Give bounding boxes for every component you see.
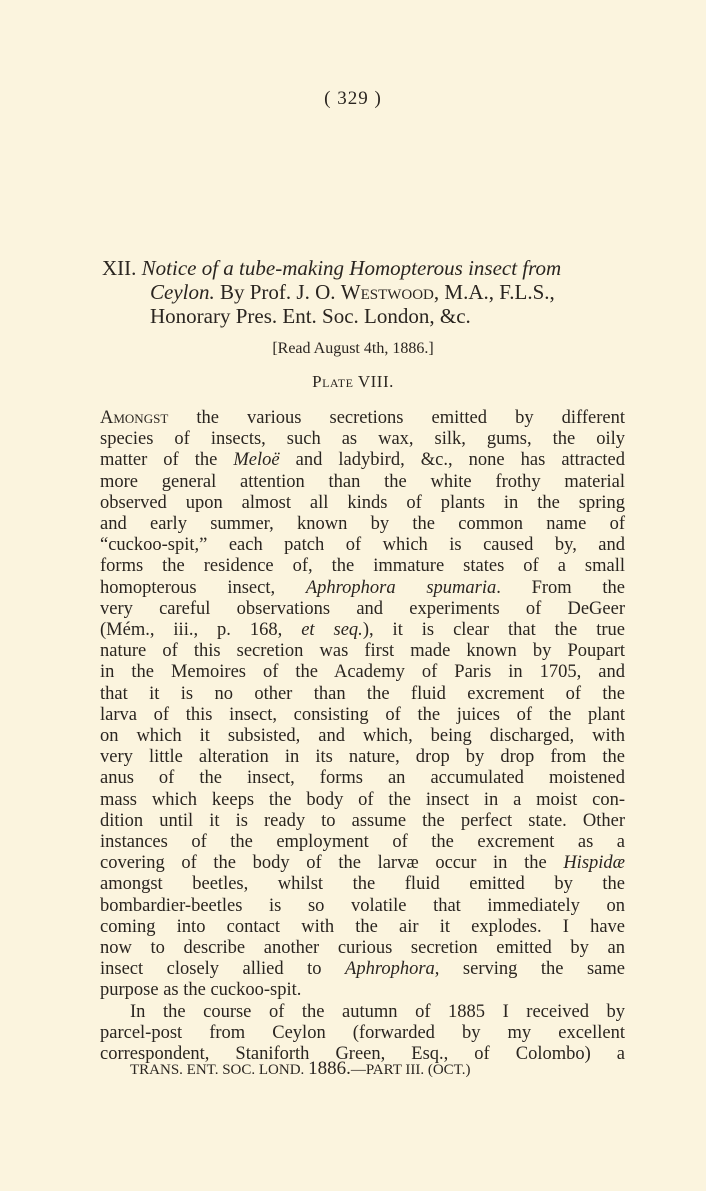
text-segment: and ladybird, &c., none has attracted xyxy=(279,450,626,471)
italic-term: Aphrophora spumaria xyxy=(305,577,497,598)
footer-part: PART III. xyxy=(365,1062,425,1078)
text-segment: and early summer, known by the common name of xyxy=(100,514,625,535)
italic-term: Meloë xyxy=(233,450,280,471)
paragraph-1 xyxy=(100,408,625,1002)
text-line xyxy=(100,408,625,429)
title-italic-1: Notice of a tube-making Homopterous insect from xyxy=(141,256,562,280)
text-segment: more general attention than the white frothy material xyxy=(100,471,625,492)
text-line xyxy=(100,641,625,662)
text-line xyxy=(100,472,625,493)
text-segment: coming into contact with the air it explodes. I have xyxy=(100,916,625,937)
text-segment: forms the residence of, the immature states of a small xyxy=(100,556,625,577)
text-segment: nature of this secretion was first made known by Poupart xyxy=(100,641,625,662)
text-line xyxy=(100,535,625,556)
footer-year: 1886. xyxy=(308,1058,351,1079)
text-line xyxy=(100,896,625,917)
text-segment: instances of the employment of the excrement as a xyxy=(100,832,625,853)
text-line xyxy=(100,1023,625,1044)
text-line xyxy=(100,493,625,514)
text-line xyxy=(100,790,625,811)
text-segment: . From the xyxy=(496,577,625,598)
text-line xyxy=(100,578,625,599)
opening-word: Amongst xyxy=(100,408,169,428)
text-line xyxy=(100,726,625,747)
italic-term: Aphrophora xyxy=(345,959,435,980)
title-line-2 xyxy=(102,280,622,304)
text-line xyxy=(100,853,625,874)
page-number: ( 329 ) xyxy=(324,88,382,109)
text-line xyxy=(100,684,625,705)
text-line xyxy=(100,450,625,471)
text-segment: mass which keeps the body of the insect in a moist con- xyxy=(100,789,625,810)
text-segment: correspondent, Staniforth Green, Esq., of Colombo) a xyxy=(100,1044,625,1065)
text-segment: (Mém., iii., p. 168, xyxy=(100,620,302,641)
text-segment: the various secretions emitted by different xyxy=(168,408,625,428)
text-segment: observed upon almost all kinds of plants in the spring xyxy=(100,492,625,513)
author-name: Westwood xyxy=(340,280,434,304)
text-segment: In the course of the autumn of 1885 I received by xyxy=(130,1001,625,1022)
text-line xyxy=(100,556,625,577)
text-line xyxy=(100,747,625,768)
text-segment: very careful observations and experiments of DeGeer xyxy=(100,598,625,619)
text-segment: “cuckoo-spit,” each patch of which is caused by, and xyxy=(100,535,625,556)
text-segment: homopterous insect, xyxy=(100,577,306,598)
text-line xyxy=(100,429,625,450)
text-segment: anus of the insect, forms an accumulated moistened xyxy=(100,768,625,789)
text-line xyxy=(100,832,625,853)
text-line xyxy=(100,938,625,959)
author-suffix: , M.A., F.L.S., xyxy=(433,280,555,304)
text-line xyxy=(100,514,625,535)
text-line xyxy=(100,959,625,980)
text-segment: on which it subsisted, and which, being discharged, with xyxy=(100,726,625,747)
title-line-1 xyxy=(102,256,622,280)
body-text xyxy=(100,408,625,1065)
footer-dash: — xyxy=(350,1062,366,1078)
plate-heading: Plate VIII. xyxy=(312,372,394,391)
article-title xyxy=(102,256,622,328)
text-line xyxy=(100,811,625,832)
text-segment: parcel-post from Ceylon (forwarded by my excellent xyxy=(100,1022,625,1043)
text-segment: insect closely allied to xyxy=(100,959,346,980)
italic-term: et seq. xyxy=(301,620,363,641)
text-segment: that it is no other than the fluid excrement of the xyxy=(100,683,625,704)
text-line xyxy=(100,662,625,683)
text-segment: species of insects, such as wax, silk, gums, the oily xyxy=(100,429,625,450)
text-line xyxy=(100,917,625,938)
footer-month: (OCT.) xyxy=(427,1062,471,1078)
footer-journal: TRANS. ENT. SOC. LOND. xyxy=(130,1062,305,1078)
section-numeral: XII. xyxy=(102,256,137,280)
text-segment: very little alteration in its nature, drop by drop from the xyxy=(100,747,625,768)
text-line xyxy=(100,705,625,726)
running-footer xyxy=(130,1058,630,1080)
text-line xyxy=(100,620,625,641)
text-line xyxy=(100,1002,625,1023)
text-segment: larva of this insect, consisting of the juices of the plant xyxy=(100,704,625,725)
text-line xyxy=(100,980,625,1001)
text-segment: , serving the same xyxy=(434,959,625,980)
text-segment: now to describe another curious secretion emitted by an xyxy=(100,938,625,959)
text-line xyxy=(100,768,625,789)
text-segment: dition until it is ready to assume the perfect state. Other xyxy=(100,810,625,831)
text-segment: ), it is clear that the true xyxy=(362,620,625,641)
text-segment: bombardier-beetles is so volatile that immediately on xyxy=(100,895,625,916)
title-italic-2: Ceylon. xyxy=(150,280,215,304)
title-line-3: Honorary Pres. Ent. Soc. London, &c. xyxy=(150,304,471,328)
text-segment: matter of the xyxy=(100,450,234,471)
text-segment: covering of the body of the larvæ occur in the xyxy=(100,853,564,874)
text-segment: purpose as the cuckoo-spit. xyxy=(100,980,302,1001)
author-prefix: By Prof. J. O. xyxy=(219,280,341,304)
text-segment: in the Memoires of the Academy of Paris in 1705, and xyxy=(100,662,625,683)
paragraph-2 xyxy=(100,1002,625,1066)
italic-term: Hispidæ xyxy=(563,853,625,874)
text-line xyxy=(100,874,625,895)
text-line xyxy=(100,599,625,620)
text-segment: amongst beetles, whilst the fluid emitted by the xyxy=(100,874,625,895)
read-date: [Read August 4th, 1886.] xyxy=(272,340,434,357)
